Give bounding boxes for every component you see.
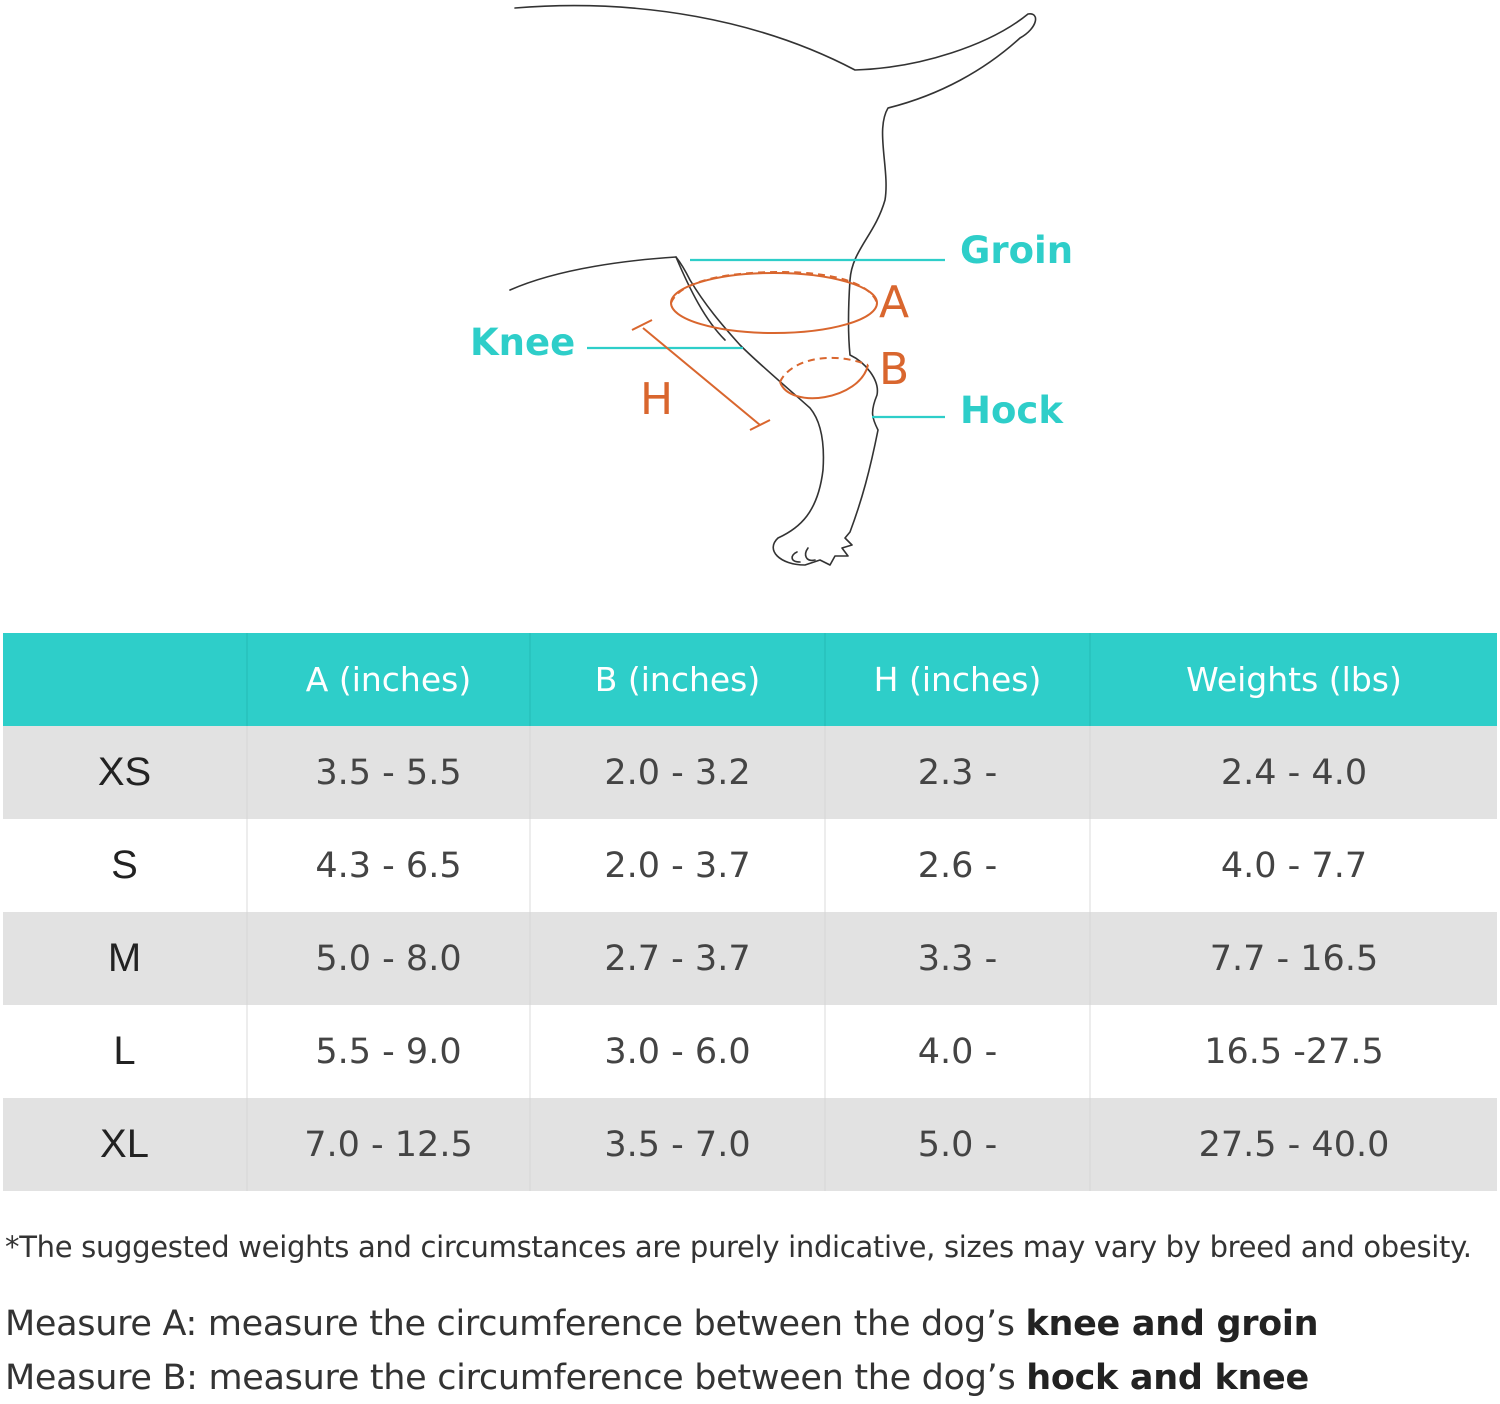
size-cell: L (3, 1005, 247, 1098)
knee-label: Knee (470, 321, 576, 364)
table-row (3, 819, 1497, 912)
header-b-inches: B (inches) (530, 633, 825, 726)
weight-cell: 7.7 - 16.5 (1090, 912, 1497, 1005)
measure-a-instruction (5, 1304, 1318, 1344)
header-h-inches: H (inches) (825, 633, 1090, 726)
size-chart-table (3, 633, 1497, 1191)
measure-b-instruction (5, 1358, 1309, 1398)
a-cell: 5.5 - 9.0 (247, 1005, 530, 1098)
h-cell: 2.3 - (825, 726, 1090, 819)
measure-a-label: A (879, 277, 910, 328)
measure-h-label: H (640, 374, 674, 425)
weight-cell: 2.4 - 4.0 (1090, 726, 1497, 819)
dog-leg-outline (510, 6, 1036, 565)
groin-label: Groin (960, 229, 1074, 272)
dog-leg-measurement-diagram (0, 0, 1500, 600)
b-cell: 2.0 - 3.7 (530, 819, 825, 912)
measure-b-label: B (879, 344, 910, 395)
h-cell: 5.0 - (825, 1098, 1090, 1191)
size-cell: M (3, 912, 247, 1005)
a-cell: 7.0 - 12.5 (247, 1098, 530, 1191)
measure-a-emphasis: knee and groin (1025, 1304, 1319, 1344)
measure-b-loop-back (780, 358, 868, 382)
table-row (3, 1005, 1497, 1098)
b-cell: 2.7 - 3.7 (530, 912, 825, 1005)
table-row (3, 726, 1497, 819)
h-cell: 4.0 - (825, 1005, 1090, 1098)
header-a-inches: A (inches) (247, 633, 530, 726)
a-cell: 4.3 - 6.5 (247, 819, 530, 912)
weight-cell: 16.5 -27.5 (1090, 1005, 1497, 1098)
measure-h-cap-bottom (750, 420, 770, 430)
b-cell: 2.0 - 3.2 (530, 726, 825, 819)
disclaimer-note: *The suggested weights and circumstances are purely indicative, sizes may vary by breed and obesity. (5, 1230, 1472, 1264)
table-row (3, 912, 1497, 1005)
hock-label: Hock (960, 389, 1063, 432)
a-cell: 3.5 - 5.5 (247, 726, 530, 819)
weight-cell: 4.0 - 7.7 (1090, 819, 1497, 912)
table-header-row (3, 633, 1497, 726)
h-cell: 3.3 - (825, 912, 1090, 1005)
table-row (3, 1098, 1497, 1191)
size-cell: S (3, 819, 247, 912)
size-cell: XL (3, 1098, 247, 1191)
h-cell: 2.6 - (825, 819, 1090, 912)
measure-h-cap-top (632, 320, 652, 330)
header-size (3, 633, 247, 726)
header-weights-lbs: Weights (lbs) (1090, 633, 1497, 726)
b-cell: 3.0 - 6.0 (530, 1005, 825, 1098)
measure-b-emphasis: hock and knee (1026, 1358, 1309, 1398)
measure-a-text: Measure A: measure the circumference between the dog’s (5, 1304, 1026, 1344)
a-cell: 5.0 - 8.0 (247, 912, 530, 1005)
weight-cell: 27.5 - 40.0 (1090, 1098, 1497, 1191)
b-cell: 3.5 - 7.0 (530, 1098, 825, 1191)
size-cell: XS (3, 726, 247, 819)
measure-b-text: Measure B: measure the circumference between the dog’s (5, 1358, 1027, 1398)
